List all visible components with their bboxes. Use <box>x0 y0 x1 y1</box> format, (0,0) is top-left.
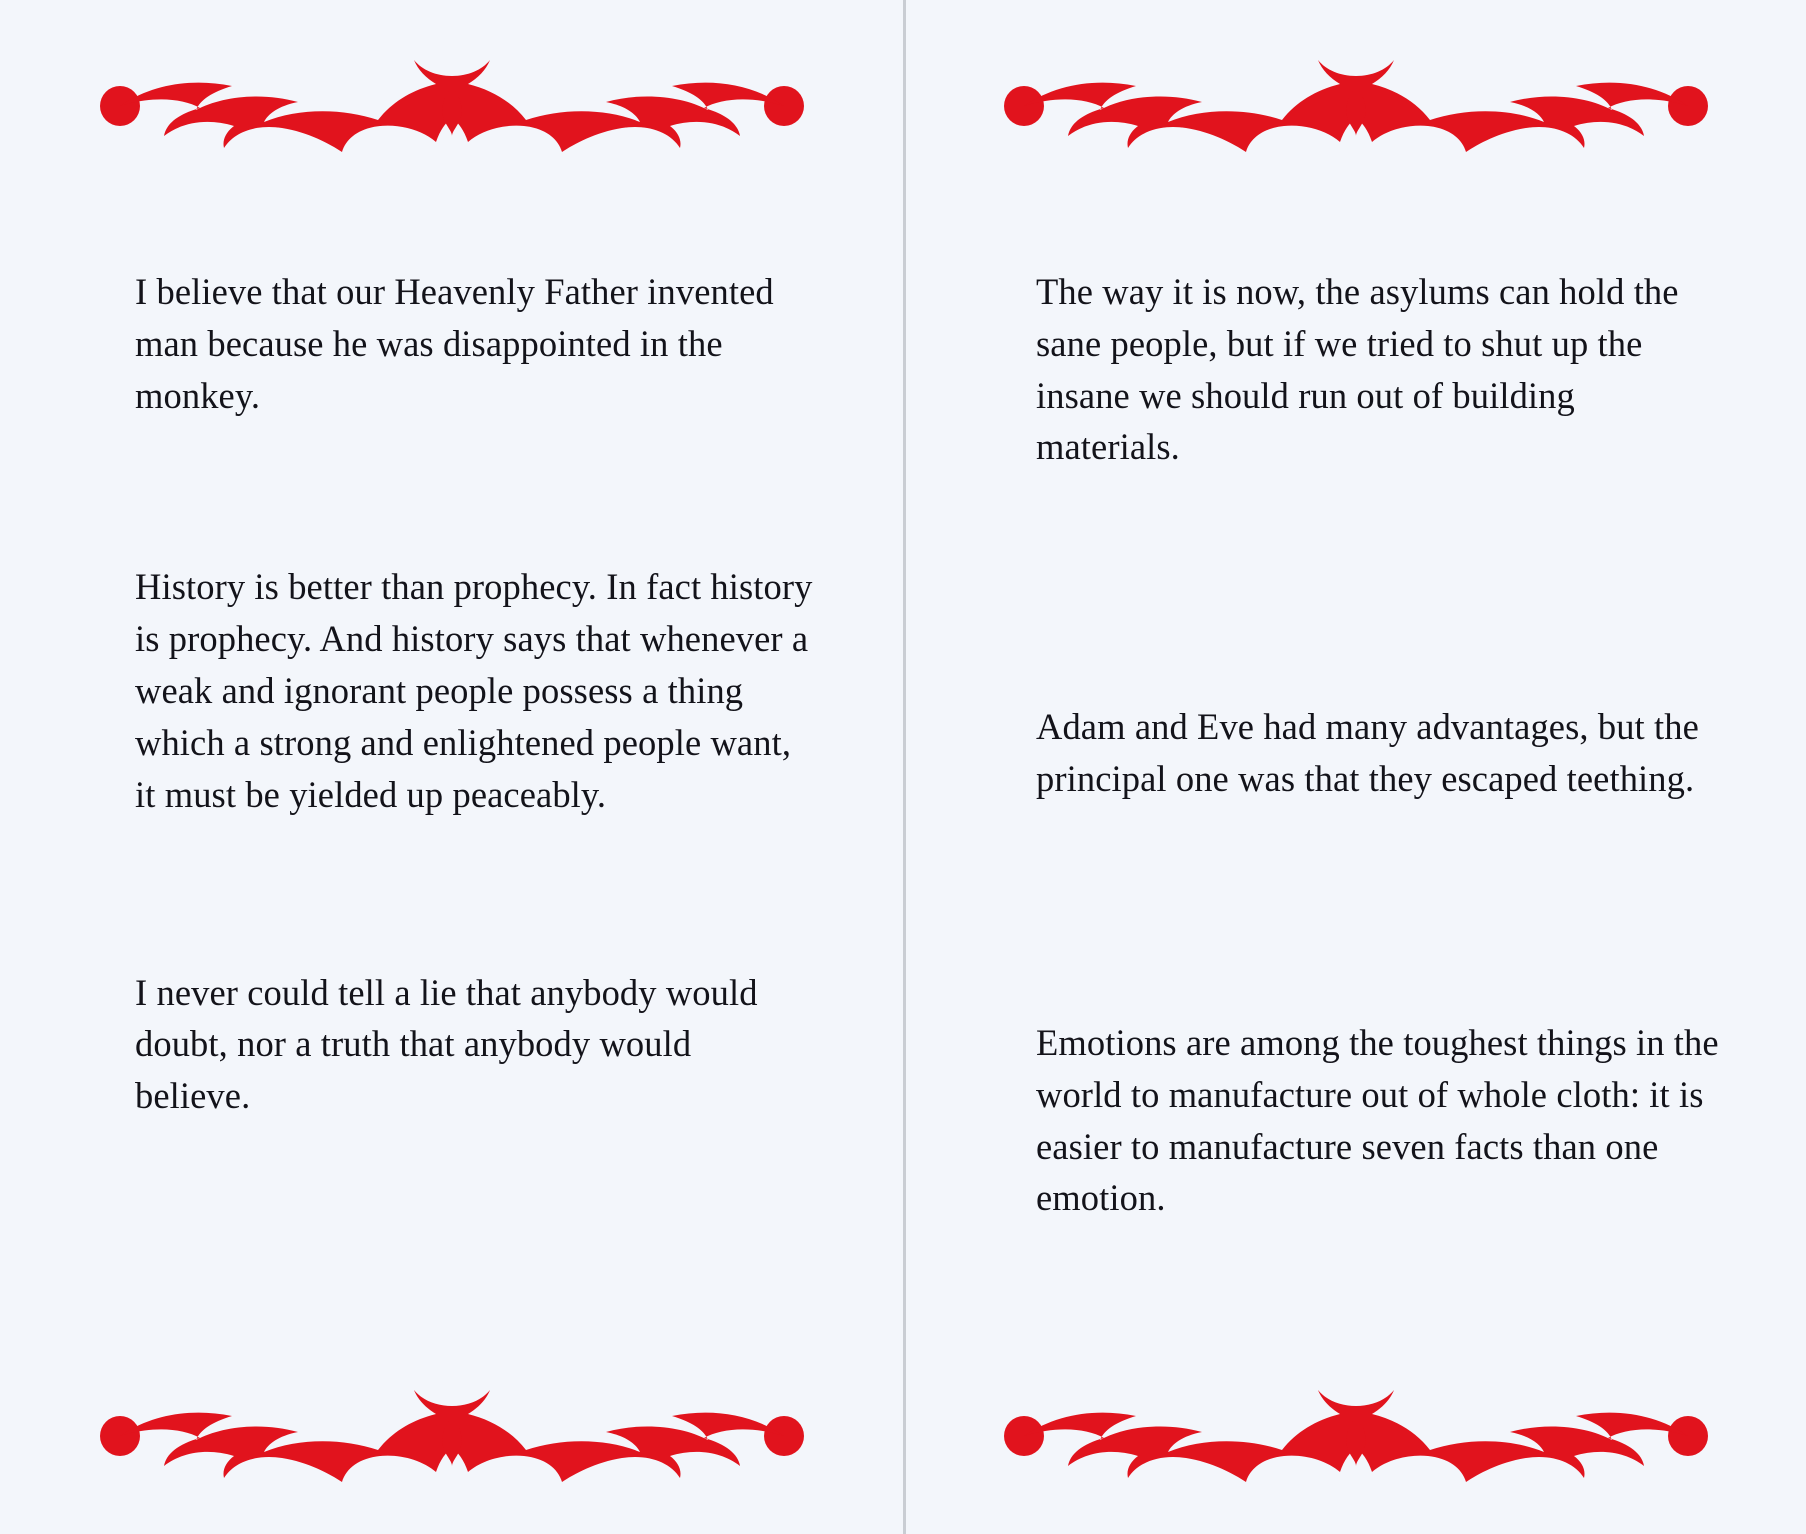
right-page-content <box>906 226 1806 1376</box>
quote-text: Adam and Eve had many advantages, but the principal one was that they escaped teething. <box>1036 706 1699 800</box>
quote-text: History is better than prophecy. In fact history is prophecy. And history says that whenever a weak and ignorant people possess a thing which a strong and enlightened people want, it must be yielded up peaceably. <box>135 566 813 815</box>
flourish-ornament-icon <box>92 56 812 156</box>
flourish-ornament-icon <box>996 1386 1716 1486</box>
quote-text: The way it is now, the asylums can hold the sane people, but if we tried to shut up the insane we should run out of building materials. <box>1036 271 1679 468</box>
quote-text: I never could tell a lie that anybody would doubt, nor a truth that anybody would believe. <box>135 971 758 1117</box>
flourish-ornament-icon <box>92 1386 812 1486</box>
left-page-content <box>0 226 903 1376</box>
quote-text: I believe that our Heavenly Father invented man because he was disappointed in the monkey. <box>135 271 774 416</box>
flourish-ornament-icon <box>996 56 1716 156</box>
quote-text: Emotions are among the toughest things in the world to manufacture out of whole cloth: it is easier to manufacture seven facts than one emotion. <box>1036 1021 1719 1219</box>
right-page <box>906 0 1806 1534</box>
